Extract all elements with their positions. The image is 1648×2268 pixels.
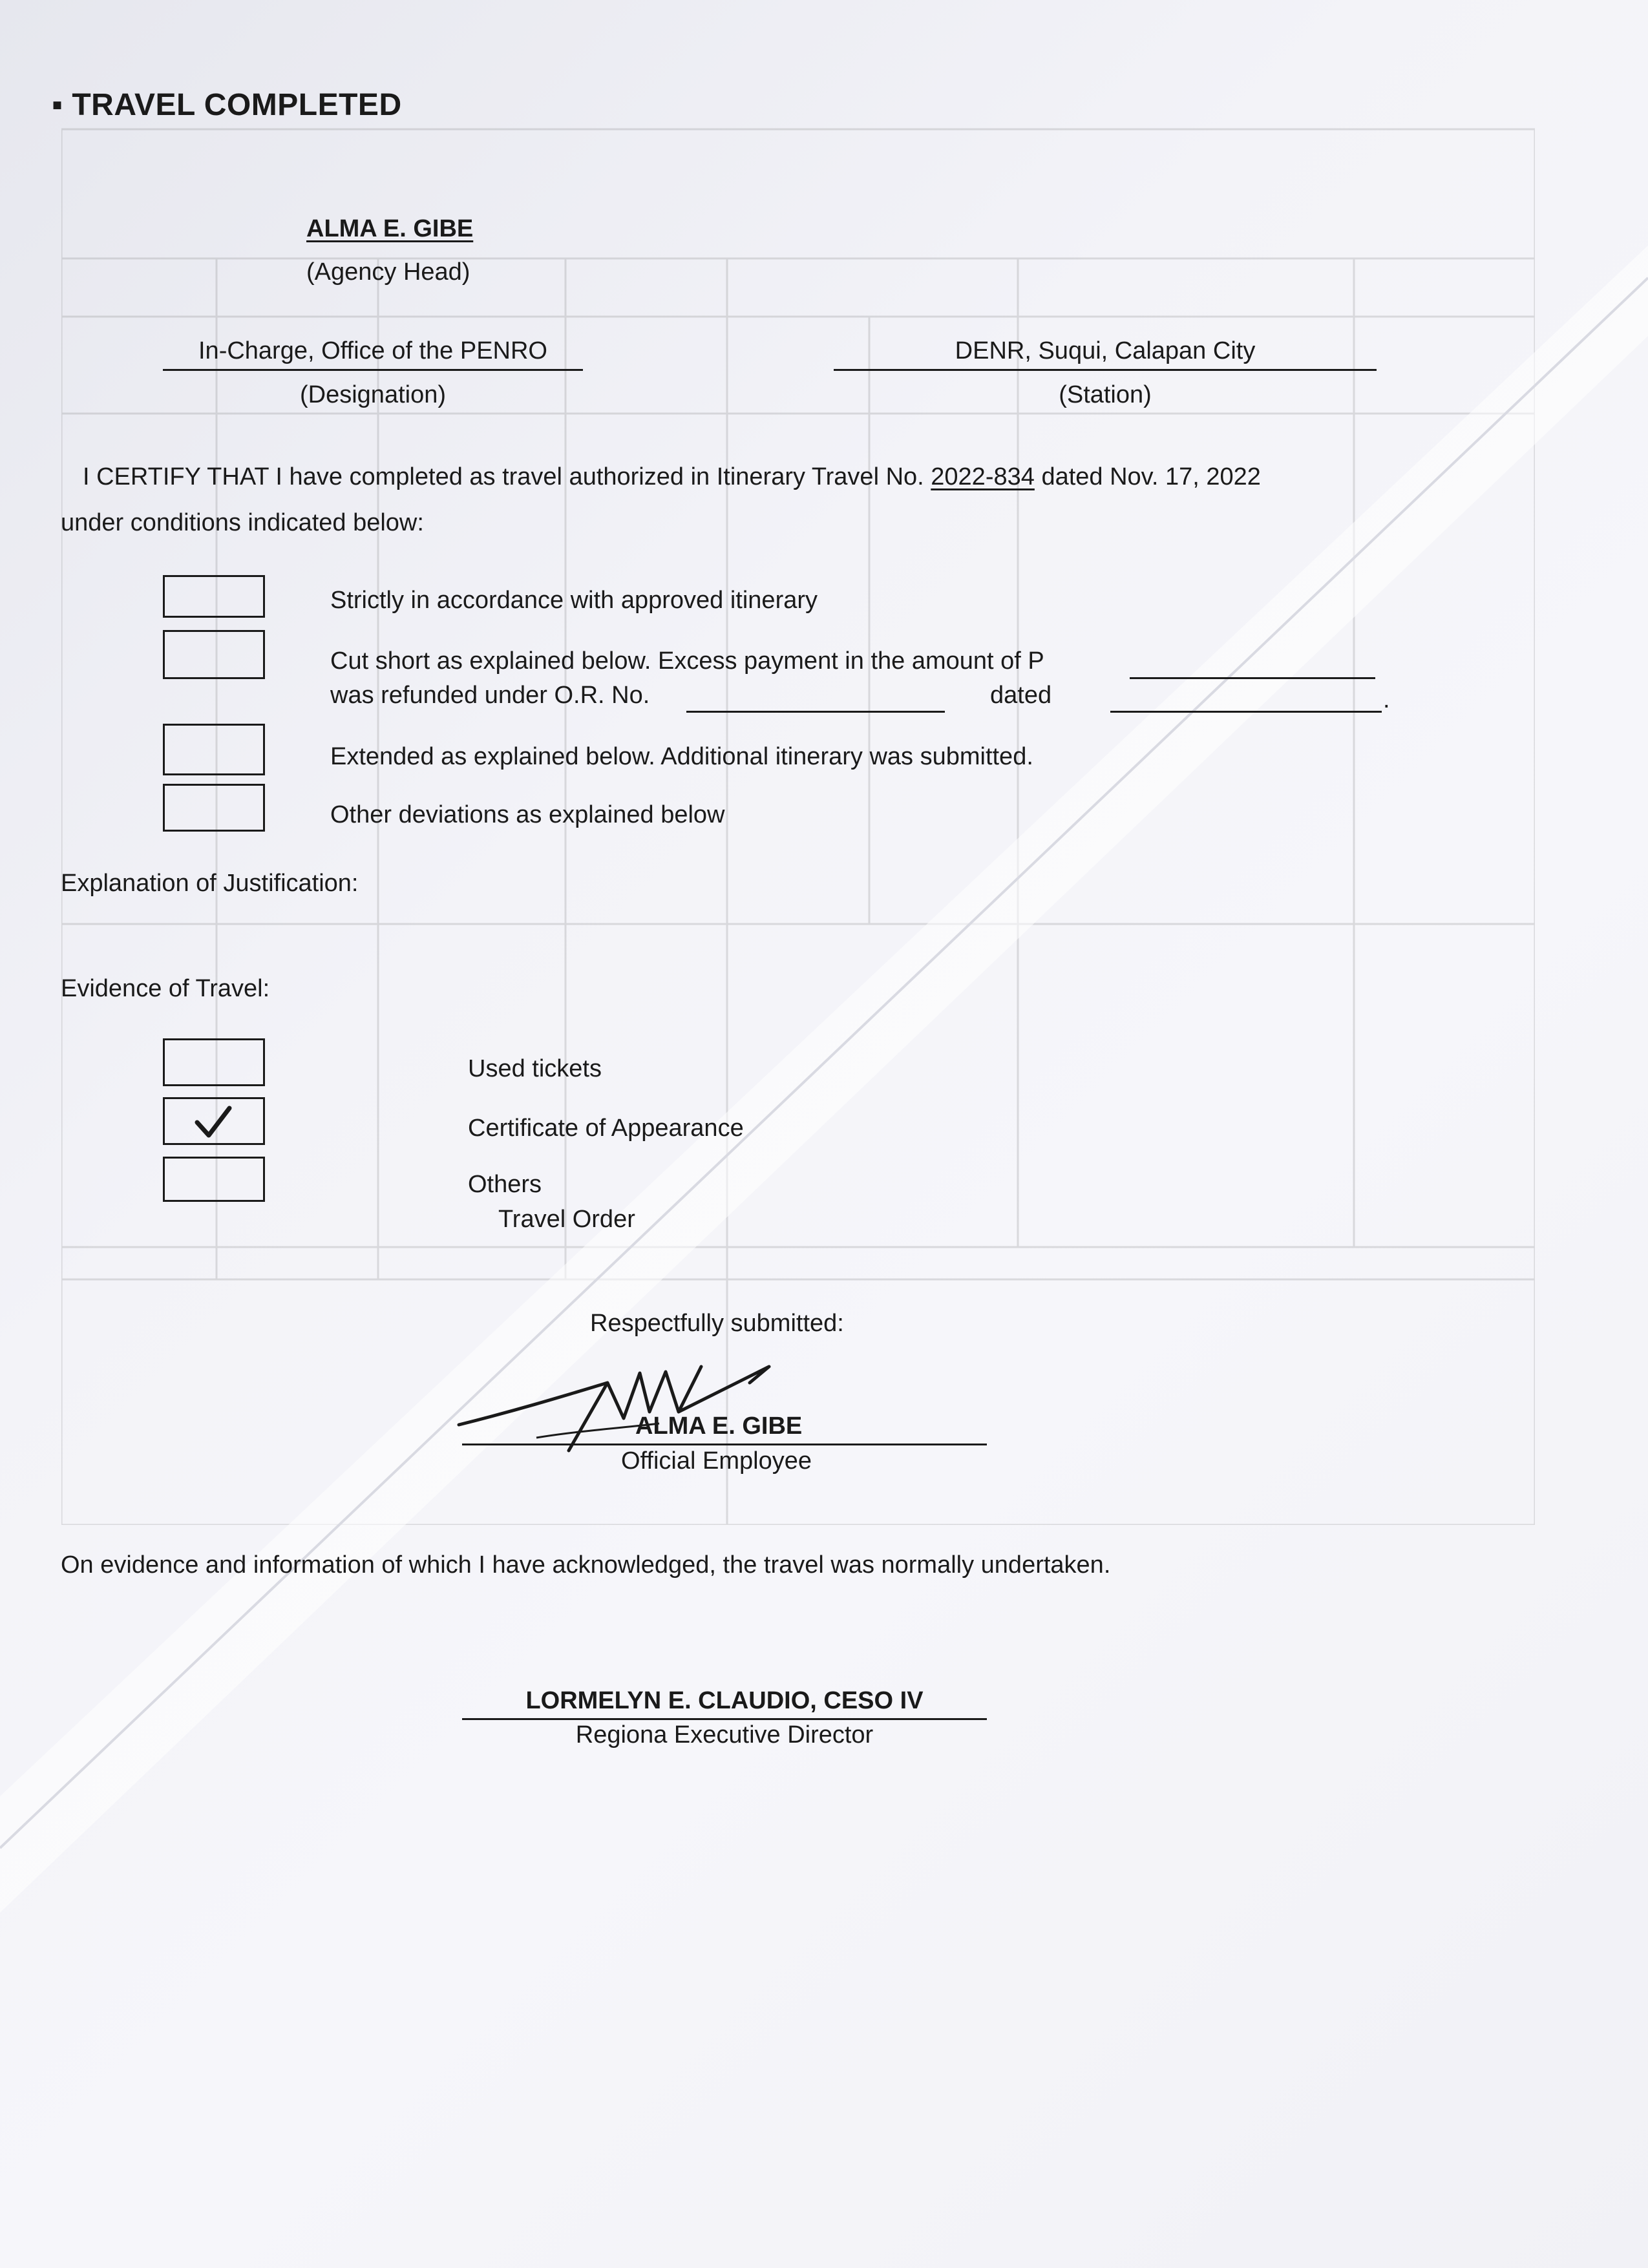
refund-end-mark: . bbox=[1383, 686, 1390, 713]
evidence-checkbox-certificate[interactable] bbox=[163, 1097, 265, 1145]
certification-line-2: under conditions indicated below: bbox=[61, 509, 424, 536]
evidence-label-certificate: Certificate of Appearance bbox=[468, 1115, 744, 1142]
explanation-label: Explanation of Justification: bbox=[61, 870, 359, 897]
title-marker: ▪ bbox=[52, 88, 63, 122]
acknowledgement-text: On evidence and information of which I have acknowledged, the travel was normally undertaken. bbox=[61, 1551, 1111, 1579]
condition-checkbox-other[interactable] bbox=[163, 784, 265, 832]
condition-label-cut-short: Cut short as explained below. Excess payment in the amount of P bbox=[330, 647, 1044, 675]
evidence-checkbox-others[interactable] bbox=[163, 1157, 265, 1202]
title-text: TRAVEL COMPLETED bbox=[72, 88, 402, 122]
submitted-employee-title: Official Employee bbox=[621, 1447, 812, 1475]
itinerary-number: 2022-834 bbox=[931, 463, 1035, 490]
check-mark-icon bbox=[178, 1100, 249, 1143]
station-value: DENR, Suqui, Calapan City bbox=[955, 337, 1256, 364]
submitted-label: Respectfully submitted: bbox=[590, 1310, 844, 1337]
condition-label-other: Other deviations as explained below bbox=[330, 801, 725, 828]
evidence-label-others: Others bbox=[468, 1171, 542, 1198]
or-number-field[interactable] bbox=[686, 711, 945, 713]
evidence-label-used-tickets: Used tickets bbox=[468, 1055, 602, 1082]
submitted-employee-name: ALMA E. GIBE bbox=[635, 1412, 803, 1440]
evidence-label: Evidence of Travel: bbox=[61, 975, 270, 1002]
certification-line-1 bbox=[83, 463, 1261, 491]
approver-signature-rule bbox=[462, 1718, 987, 1720]
designation-rule bbox=[163, 369, 583, 371]
agency-head-label: (Agency Head) bbox=[306, 258, 470, 286]
refund-date-field[interactable] bbox=[1110, 711, 1382, 713]
evidence-others-detail: Travel Order bbox=[498, 1206, 635, 1233]
station-label: (Station) bbox=[1059, 381, 1152, 408]
designation-label: (Designation) bbox=[300, 381, 446, 408]
station-rule bbox=[834, 369, 1377, 371]
certification-prefix: I CERTIFY THAT I have completed as travel authorized in Itinerary Travel No. bbox=[83, 463, 924, 490]
condition-label-extended: Extended as explained below. Additional itinerary was submitted. bbox=[330, 743, 1033, 770]
condition-checkbox-extended[interactable] bbox=[163, 724, 265, 775]
page-title bbox=[52, 87, 402, 123]
condition-checkbox-strict[interactable] bbox=[163, 575, 265, 618]
refund-or-label: was refunded under O.R. No. bbox=[330, 682, 650, 709]
approver-name: LORMELYN E. CLAUDIO, CESO IV bbox=[525, 1687, 924, 1714]
approver-title: Regiona Executive Director bbox=[575, 1721, 874, 1748]
evidence-checkbox-used-tickets[interactable] bbox=[163, 1038, 265, 1086]
designation-value: In-Charge, Office of the PENRO bbox=[198, 337, 547, 364]
submitted-signature-rule bbox=[462, 1444, 987, 1445]
refund-dated-label: dated bbox=[990, 682, 1052, 709]
condition-checkbox-cut-short[interactable] bbox=[163, 630, 265, 679]
agency-head-name: ALMA E. GIBE bbox=[306, 215, 474, 242]
condition-label-strict: Strictly in accordance with approved itinerary bbox=[330, 587, 818, 614]
excess-amount-field[interactable] bbox=[1130, 677, 1375, 679]
certification-date: dated Nov. 17, 2022 bbox=[1041, 463, 1261, 490]
employee-signature bbox=[446, 1347, 782, 1464]
